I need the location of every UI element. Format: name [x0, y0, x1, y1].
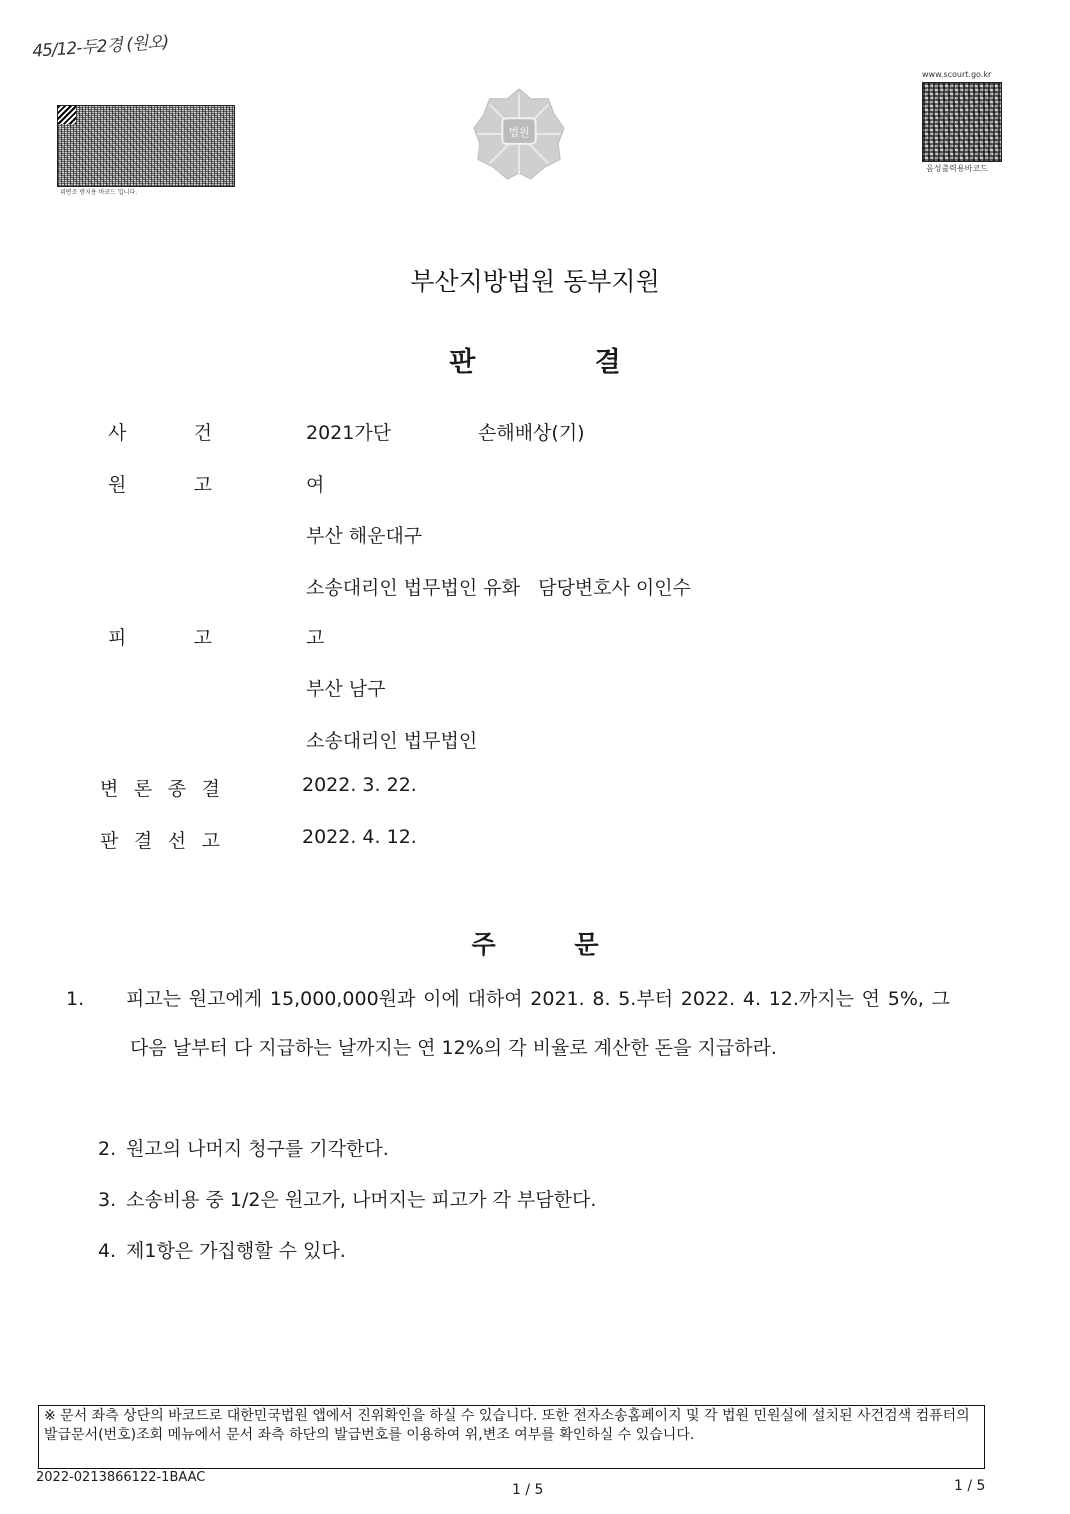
label-char: 종: [167, 778, 187, 800]
defendant-counsel: 소송대리인 법무법인: [306, 730, 478, 752]
label-char: 론: [133, 778, 153, 800]
order-number: 2.: [98, 1138, 117, 1160]
emblem-text: 법원: [508, 125, 530, 139]
plaintiff-name: 여: [306, 474, 325, 496]
case-number: 2021가단: [306, 422, 392, 444]
label-char: 고: [193, 474, 212, 496]
order-text: 제1항은 가집행할 수 있다.: [126, 1240, 346, 1262]
order-text: 피고는 원고에게 15,000,000원과 이에 대하여 2021. 8. 5.부터 2022. 4. 12.까지는 연 5%, 그 다음 날부터 다 지급하는 날까지는 연 12%의 각 비율로 계산한 돈을 지급하라.: [126, 988, 950, 1059]
court-emblem-icon: [470, 85, 568, 183]
page-number-right: 1 / 5: [954, 1478, 986, 1494]
label-defendant: [100, 623, 220, 650]
order-number: 3.: [98, 1189, 117, 1211]
label-case: [100, 418, 220, 445]
label-char: 원: [108, 474, 127, 496]
label-closing: [100, 774, 220, 801]
judgment-date: 2022. 4. 12.: [302, 826, 417, 848]
label-char: 사: [108, 422, 127, 444]
case-name: 손해배상(기): [478, 422, 585, 444]
document-title: 판 결: [449, 347, 621, 378]
order-text: 소송비용 중 1/2은 원고가, 나머지는 피고가 각 부담한다.: [126, 1189, 597, 1211]
qr-url: www.scourt.go.kr: [922, 70, 992, 79]
order-item: [66, 975, 950, 1073]
court-name: 부산지방법원 동부지원: [410, 267, 660, 296]
order-number: 4.: [98, 1240, 117, 1262]
label-judgment: [100, 826, 220, 853]
closing-date: 2022. 3. 22.: [302, 774, 417, 796]
barcode-caption: 위변조 방지용 바코드 입니다.: [60, 189, 138, 196]
order-number: 1.: [66, 988, 85, 1010]
label-char: 판: [100, 830, 119, 852]
order-text: 원고의 나머지 청구를 기각한다.: [126, 1138, 389, 1160]
verification-notice: ※ 문서 좌측 상단의 바코드로 대한민국법원 앱에서 진위확인을 하실 수 있습니다. 또한 전자소송홈페이지 및 각 법원 민원실에 설치된 사건검색 컴퓨터의 발급문서(번호)조회 메뉴에서 문서 좌측 하단의 발급번호를 이용하여 위,변조 여부를 확인하실 수 있습니다.: [38, 1405, 985, 1469]
label-char: 결: [133, 830, 153, 852]
plaintiff-address: 부산 해운대구: [306, 525, 423, 547]
qr-caption: 음성출력용바코드: [926, 164, 988, 173]
order-item: [98, 1125, 918, 1174]
defendant-name: 고: [306, 627, 325, 649]
label-char: 변: [100, 778, 119, 800]
voice-output-barcode: [922, 82, 1002, 162]
page-number-center: 1 / 5: [512, 1482, 544, 1498]
label-plaintiff: [100, 470, 220, 497]
defendant-address: 부산 남구: [306, 678, 386, 700]
anti-forgery-barcode: [57, 105, 235, 187]
label-char: 고: [201, 830, 220, 852]
label-char: 선: [167, 830, 187, 852]
issue-number: 2022-0213866122-1BAAC: [36, 1470, 206, 1485]
handwritten-note: 45/12-두2경 (원오): [31, 32, 170, 62]
label-char: 고: [193, 627, 212, 649]
order-item: [98, 1176, 918, 1225]
label-char: 결: [201, 778, 220, 800]
plaintiff-counsel: 소송대리인 법무법인 유화 담당변호사 이인수: [306, 577, 691, 599]
order-title: 주 문: [471, 930, 599, 959]
label-char: 건: [193, 422, 212, 444]
order-item: [98, 1227, 918, 1276]
label-char: 피: [108, 627, 127, 649]
